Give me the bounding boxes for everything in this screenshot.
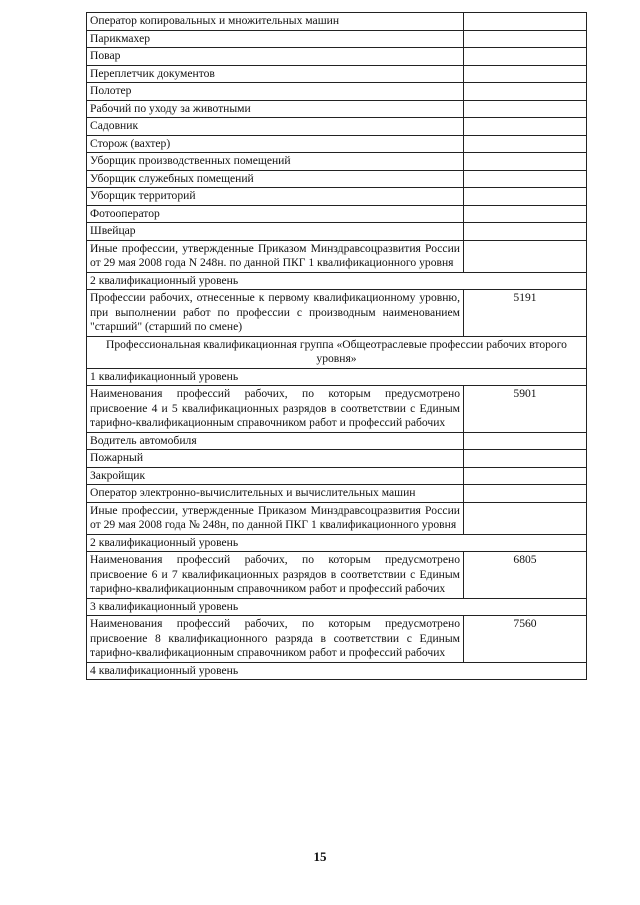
profession-cell: Повар — [87, 48, 464, 66]
level-heading: 2 квалификационный уровень — [87, 272, 587, 290]
table-row — [87, 65, 587, 83]
profession-cell: Сторож (вахтер) — [87, 135, 464, 153]
salary-cell — [464, 223, 587, 241]
profession-cell: Водитель автомобиля — [87, 432, 464, 450]
table-row — [87, 368, 587, 386]
profession-cell: Садовник — [87, 118, 464, 136]
profession-cell: Фотооператор — [87, 205, 464, 223]
salary-cell: 5191 — [464, 290, 587, 337]
profession-cell: Закройщик — [87, 467, 464, 485]
salary-cell — [464, 83, 587, 101]
salary-cell — [464, 153, 587, 171]
salary-cell — [464, 240, 587, 272]
salary-cell — [464, 135, 587, 153]
table-row — [87, 534, 587, 552]
salary-cell — [464, 432, 587, 450]
profession-cell: Парикмахер — [87, 30, 464, 48]
salary-cell — [464, 450, 587, 468]
table-row — [87, 467, 587, 485]
level-heading: 2 квалификационный уровень — [87, 534, 587, 552]
group-heading: Профессиональная квалификационная группа «Общеотраслевые профессии рабочих второго уровня» — [87, 336, 587, 368]
profession-cell: Оператор электронно-вычислительных и вычислительных машин — [87, 485, 464, 503]
table-row — [87, 205, 587, 223]
profession-cell: Профессии рабочих, отнесенные к первому квалификационному уровню, при выполнении работ по профессии с производным наименованием "старший" (старший по смене) — [87, 290, 464, 337]
salary-cell — [464, 170, 587, 188]
profession-cell: Иные профессии, утвержденные Приказом Минздравсоцразвития России от 29 мая 2008 года № 248н, по данной ПКГ 1 квалификационного уровня — [87, 502, 464, 534]
table-row — [87, 240, 587, 272]
table-row — [87, 552, 587, 599]
profession-cell: Швейцар — [87, 223, 464, 241]
table-row — [87, 223, 587, 241]
table-row — [87, 135, 587, 153]
profession-cell: Уборщик служебных помещений — [87, 170, 464, 188]
table-row — [87, 153, 587, 171]
salary-cell — [464, 30, 587, 48]
profession-cell: Пожарный — [87, 450, 464, 468]
salary-cell: 6805 — [464, 552, 587, 599]
salary-cell — [464, 118, 587, 136]
profession-cell: Полотер — [87, 83, 464, 101]
level-heading: 3 квалификационный уровень — [87, 598, 587, 616]
profession-cell: Переплетчик документов — [87, 65, 464, 83]
salary-cell: 7560 — [464, 616, 587, 663]
level-heading: 4 квалификационный уровень — [87, 662, 587, 680]
table-row — [87, 13, 587, 31]
table-row — [87, 48, 587, 66]
salary-cell — [464, 100, 587, 118]
profession-cell: Уборщик территорий — [87, 188, 464, 206]
page-number: 15 — [313, 849, 327, 864]
salary-cell — [464, 485, 587, 503]
table-row — [87, 83, 587, 101]
salary-cell — [464, 205, 587, 223]
table-row — [87, 616, 587, 663]
salary-cell — [464, 13, 587, 31]
salary-cell — [464, 48, 587, 66]
table-row — [87, 450, 587, 468]
table-row — [87, 100, 587, 118]
profession-cell: Уборщик производственных помещений — [87, 153, 464, 171]
level-heading: 1 квалификационный уровень — [87, 368, 587, 386]
salary-cell — [464, 188, 587, 206]
table-row — [87, 485, 587, 503]
profession-cell: Наименования профессий рабочих, по которым предусмотрено присвоение 6 и 7 квалификационных разрядов в соответствии с Единым тарифно-квалификационным справочником работ и профессий рабочих — [87, 552, 464, 599]
table-row — [87, 30, 587, 48]
table-row — [87, 290, 587, 337]
profession-cell: Наименования профессий рабочих, по которым предусмотрено присвоение 4 и 5 квалификационных разрядов в соответствии с Единым тарифно-квалификационным справочником работ и профессий рабочих — [87, 386, 464, 433]
table-row — [87, 598, 587, 616]
salary-cell — [464, 467, 587, 485]
table-row — [87, 272, 587, 290]
table-row — [87, 386, 587, 433]
salary-table — [86, 12, 587, 680]
profession-cell: Иные профессии, утвержденные Приказом Минздравсоцразвития России от 29 мая 2008 года N 248н. по данной ПКГ 1 квалификационного уровня — [87, 240, 464, 272]
table-row — [87, 188, 587, 206]
salary-cell — [464, 65, 587, 83]
salary-table-body — [87, 13, 587, 680]
table-row — [87, 432, 587, 450]
profession-cell: Оператор копировальных и множительных машин — [87, 13, 464, 31]
table-row — [87, 118, 587, 136]
salary-cell: 5901 — [464, 386, 587, 433]
table-row — [87, 336, 587, 368]
table-row — [87, 170, 587, 188]
table-row — [87, 502, 587, 534]
profession-cell: Рабочий по уходу за животными — [87, 100, 464, 118]
table-row — [87, 662, 587, 680]
profession-cell: Наименования профессий рабочих, по которым предусмотрено присвоение 8 квалификационного разряда в соответствии с Единым тарифно-квалификационным справочником работ и профессий рабочих — [87, 616, 464, 663]
salary-cell — [464, 502, 587, 534]
